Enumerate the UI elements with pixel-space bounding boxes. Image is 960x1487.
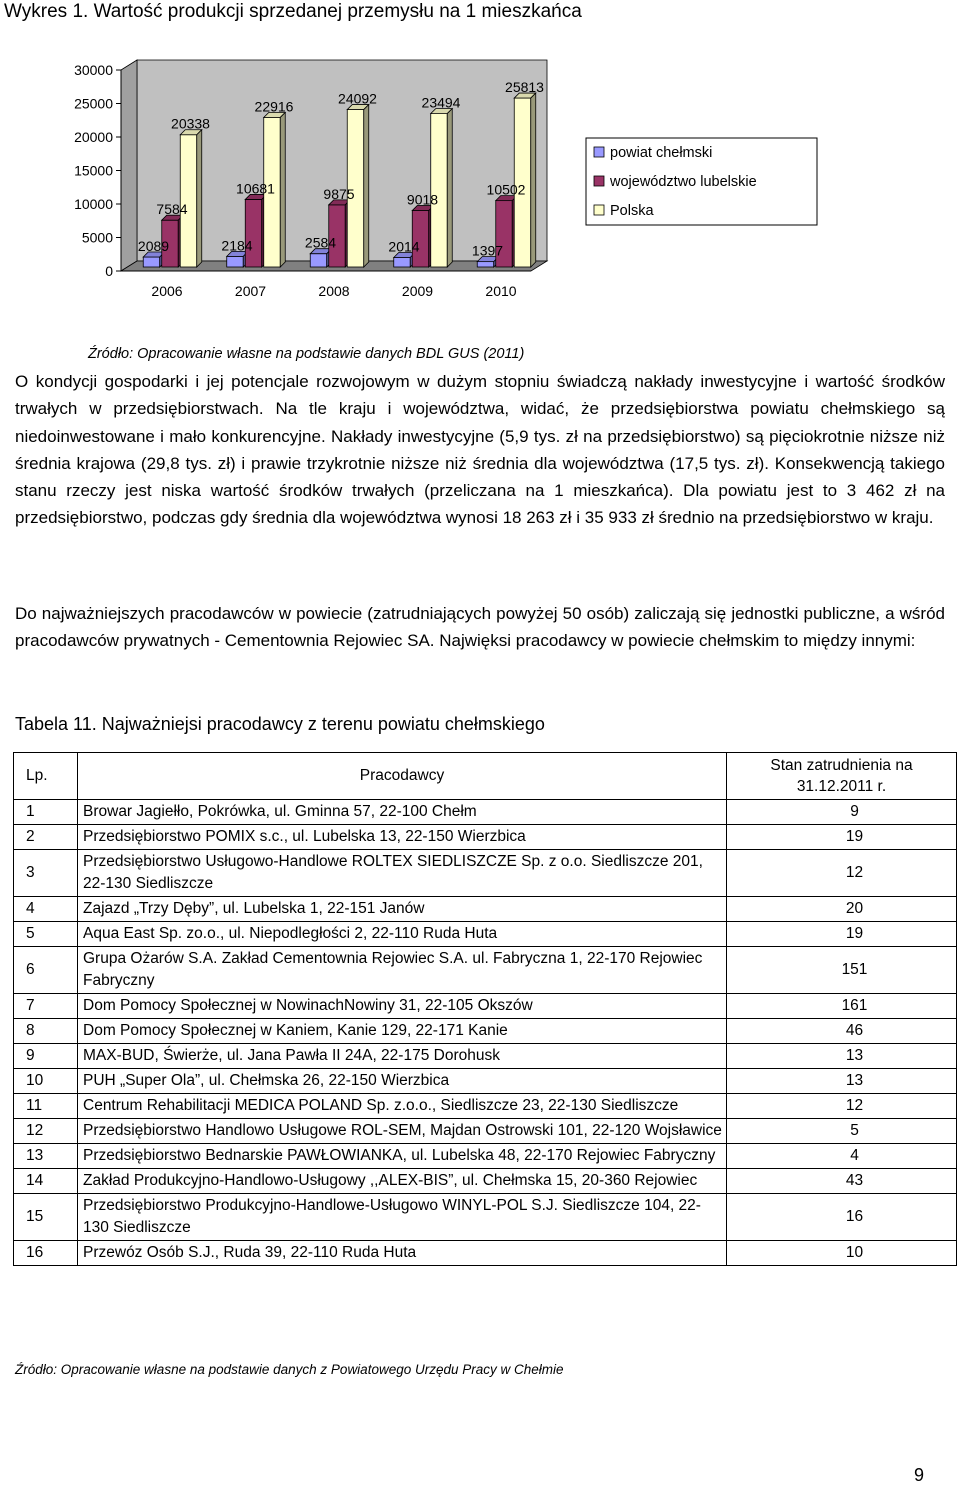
paragraph-employers: Do najważniejszych pracodawców w powiecie (zatrudniających powyżej 50 osób) zaliczają się jednostki publiczne, a wśród pracodawców prywatnych - Cementownia Rejowiec SA. Najwięksi pracodawcy w powiecie chełmskim to między innymi: bbox=[15, 604, 945, 651]
row-staff: 16 bbox=[727, 1194, 957, 1241]
row-staff: 151 bbox=[727, 947, 957, 994]
row-staff: 13 bbox=[727, 1044, 957, 1069]
chart-source: Źródło: Opracowanie własne na podstawie danych BDL GUS (2011) bbox=[88, 346, 525, 362]
y-tick-label: 15000 bbox=[74, 162, 113, 179]
row-staff: 43 bbox=[727, 1169, 957, 1194]
row-lp: 7 bbox=[14, 994, 78, 1019]
bar-0-0 bbox=[143, 257, 160, 267]
row-lp: 9 bbox=[14, 1044, 78, 1069]
row-employer: PUH „Super Ola”, ul. Chełmska 26, 22-150 Wierzbica bbox=[78, 1069, 727, 1094]
table-row bbox=[14, 1144, 957, 1169]
bar-side-2-0 bbox=[197, 130, 202, 267]
row-staff: 12 bbox=[727, 850, 957, 897]
data-label: 1397 bbox=[471, 242, 504, 259]
row-employer: Dom Pomocy Społecznej w Kaniem, Kanie 129, 22-171 Kanie bbox=[78, 1019, 727, 1044]
y-tick-label: 10000 bbox=[74, 196, 113, 212]
legend-swatch bbox=[594, 205, 604, 215]
row-lp: 6 bbox=[14, 947, 78, 994]
row-employer: Przedsiębiorstwo Usługowo-Handlowe ROLTEX SIEDLISZCZE Sp. z o.o. Siedliszcze 201, 22-130 Siedliszcze bbox=[78, 850, 727, 897]
legend-swatch bbox=[594, 147, 604, 157]
legend-swatch bbox=[594, 176, 604, 186]
data-label: 10681 bbox=[236, 180, 275, 197]
y-tick-label: 25000 bbox=[74, 95, 113, 112]
table-header-row bbox=[14, 753, 957, 800]
row-lp: 11 bbox=[14, 1094, 78, 1119]
y-tick-label: 0 bbox=[105, 263, 113, 279]
data-label: 10502 bbox=[486, 181, 526, 198]
data-label: 9875 bbox=[323, 185, 355, 202]
bar-2-3 bbox=[431, 114, 448, 267]
row-staff: 10 bbox=[727, 1241, 957, 1266]
row-staff: 4 bbox=[727, 1144, 957, 1169]
row-employer: Przewóz Osób S.J., Ruda 39, 22-110 Ruda Huta bbox=[78, 1241, 727, 1266]
row-lp: 14 bbox=[14, 1169, 78, 1194]
x-tick-label: 2008 bbox=[318, 283, 350, 299]
row-lp: 3 bbox=[14, 850, 78, 897]
header-staff: Stan zatrudnienia na 31.12.2011 r. bbox=[727, 753, 957, 800]
data-label: 23494 bbox=[421, 94, 461, 111]
data-label: 2089 bbox=[137, 238, 170, 255]
row-lp: 10 bbox=[14, 1069, 78, 1094]
chart-title: Wykres 1. Wartość produkcji sprzedanej przemysłu na 1 mieszkańca bbox=[4, 1, 582, 22]
chart-side-wall bbox=[121, 60, 137, 271]
table-row bbox=[14, 825, 957, 850]
employers-table bbox=[13, 752, 957, 1266]
header-lp: Lp. bbox=[14, 753, 78, 800]
data-label: 25813 bbox=[505, 79, 544, 96]
row-lp: 2 bbox=[14, 825, 78, 850]
row-lp: 4 bbox=[14, 897, 78, 922]
row-lp: 8 bbox=[14, 1019, 78, 1044]
table-row bbox=[14, 947, 957, 994]
y-tick-label: 20000 bbox=[74, 129, 113, 145]
row-staff: 20 bbox=[727, 897, 957, 922]
table-row bbox=[14, 1241, 957, 1266]
table-row bbox=[14, 1019, 957, 1044]
row-lp: 13 bbox=[14, 1144, 78, 1169]
table-row bbox=[14, 1119, 957, 1144]
row-employer: Browar Jagiełło, Pokrówka, ul. Gminna 57, 22-100 Chełm bbox=[78, 800, 727, 825]
table-row bbox=[14, 1044, 957, 1069]
row-lp: 15 bbox=[14, 1194, 78, 1241]
data-label: 20338 bbox=[171, 115, 210, 132]
row-employer: Zakład Produkcyjno-Handlowo-Usługowy ,,ALEX-BIS”, ul. Chełmska 15, 20-360 Rejowiec bbox=[78, 1169, 727, 1194]
page-number: 9 bbox=[914, 1465, 925, 1485]
table-row bbox=[14, 994, 957, 1019]
table-row bbox=[14, 897, 957, 922]
bar-side-2-2 bbox=[364, 105, 369, 267]
paragraph-investment: O kondycji gospodarki i jej potencjale rozwojowym w dużym stopniu świadczą nakłady inwestycyjne i wartość środków trwałych w przedsiębiorstwach. Na tle kraju i województwa, widać, że przedsiębiorstwa powiatu chełmskiego są niedoinwestowane i mało konkurencyjne. Nakłady inwestycyjne (5,9 tys. zł na przedsiębiorstwo) są pięciokrotnie niższe niż średnia krajowa (29,8 tys. zł) i prawie trzykrotnie niższe niż średnia dla województwa (17,5 tys. zł). Konsekwencją takiego stanu rzeczy jest niska wartość środków trwałych (przeliczana na 1 mieszkańca). Dla powiatu jest to 3 462 zł na przedsiębiorstwo, podczas gdy średnia dla województwa wynosi 18 263 zł i 35 933 zł średnio na przedsiębiorstwo w kraju. bbox=[15, 372, 945, 528]
row-staff: 13 bbox=[727, 1069, 957, 1094]
row-lp: 16 bbox=[14, 1241, 78, 1266]
row-lp: 12 bbox=[14, 1119, 78, 1144]
bar-0-2 bbox=[310, 254, 327, 267]
row-employer: Przedsiębiorstwo Produkcyjno-Handlowe-Usługowo WINYL-POL S.J. Siedliszcze 104, 22-130 Siedliszcze bbox=[78, 1194, 727, 1241]
row-staff: 19 bbox=[727, 922, 957, 947]
table-row bbox=[14, 1069, 957, 1094]
table-title: Tabela 11. Najważniejsi pracodawcy z terenu powiatu chełmskiego bbox=[15, 714, 545, 734]
bar-0-1 bbox=[227, 256, 244, 267]
row-employer: Grupa Ożarów S.A. Zakład Cementownia Rejowiec S.A. ul. Fabryczna 1, 22-170 Rejowiec Fabryczny bbox=[78, 947, 727, 994]
bar-1-1 bbox=[245, 199, 262, 267]
table-source: Źródło: Opracowanie własne na podstawie danych z Powiatowego Urzędu Pracy w Chełmie bbox=[15, 1362, 564, 1377]
row-employer: Przedsiębiorstwo Handlowo Usługowe ROL-SEM, Majdan Ostrowski 101, 22-120 Wojsławice bbox=[78, 1119, 727, 1144]
legend-label: województwo lubelskie bbox=[610, 174, 757, 190]
bar-side-2-1 bbox=[280, 112, 285, 267]
row-lp: 5 bbox=[14, 922, 78, 947]
row-employer: Aqua East Sp. zo.o., ul. Niepodległości 2, 22-110 Ruda Huta bbox=[78, 922, 727, 947]
row-lp: 1 bbox=[14, 800, 78, 825]
bar-0-4 bbox=[477, 262, 494, 267]
bar-chart bbox=[0, 50, 960, 300]
table-row bbox=[14, 850, 957, 897]
row-employer: Centrum Rehabilitacji MEDICA POLAND Sp. z.o.o., Siedliszcze 23, 22-130 Siedliszcze bbox=[78, 1094, 727, 1119]
row-employer: Przedsiębiorstwo POMIX s.c., ul. Lubelska 13, 22-150 Wierzbica bbox=[78, 825, 727, 850]
x-tick-label: 2006 bbox=[151, 283, 183, 299]
legend-label: Polska bbox=[610, 203, 654, 219]
data-label: 9018 bbox=[406, 191, 439, 208]
x-tick-label: 2007 bbox=[234, 283, 267, 299]
bar-side-2-3 bbox=[447, 109, 452, 267]
header-employer: Pracodawcy bbox=[78, 753, 727, 800]
row-staff: 46 bbox=[727, 1019, 957, 1044]
legend-label: powiat chełmski bbox=[610, 145, 713, 161]
y-tick-label: 30000 bbox=[74, 62, 113, 78]
bar-0-3 bbox=[394, 258, 411, 267]
row-staff: 12 bbox=[727, 1094, 957, 1119]
data-label: 2584 bbox=[304, 234, 337, 251]
data-label: 7584 bbox=[156, 201, 188, 218]
row-staff: 5 bbox=[727, 1119, 957, 1144]
table-row bbox=[14, 1194, 957, 1241]
x-tick-label: 2009 bbox=[401, 283, 434, 299]
x-tick-label: 2010 bbox=[485, 283, 517, 299]
row-employer: Zajazd „Trzy Dęby”, ul. Lubelska 1, 22-151 Janów bbox=[78, 897, 727, 922]
y-tick-label: 5000 bbox=[81, 229, 113, 246]
table-row bbox=[14, 1169, 957, 1194]
table-row bbox=[14, 1094, 957, 1119]
chart-legend bbox=[586, 138, 817, 225]
bar-side-2-4 bbox=[531, 93, 536, 267]
data-label: 24092 bbox=[338, 90, 377, 107]
row-employer: MAX-BUD, Świerże, ul. Jana Pawła II 24A, 22-175 Dorohusk bbox=[78, 1044, 727, 1069]
row-staff: 19 bbox=[727, 825, 957, 850]
row-staff: 9 bbox=[727, 800, 957, 825]
data-label: 2184 bbox=[221, 237, 253, 254]
row-employer: Przedsiębiorstwo Bednarskie PAWŁOWIANKA, ul. Lubelska 48, 22-170 Rejowiec Fabryczny bbox=[78, 1144, 727, 1169]
row-employer: Dom Pomocy Społecznej w NowinachNowiny 31, 22-105 Okszów bbox=[78, 994, 727, 1019]
row-staff: 161 bbox=[727, 994, 957, 1019]
data-label: 2014 bbox=[388, 238, 420, 255]
data-label: 22916 bbox=[254, 98, 294, 115]
table-row bbox=[14, 800, 957, 825]
table-row bbox=[14, 922, 957, 947]
